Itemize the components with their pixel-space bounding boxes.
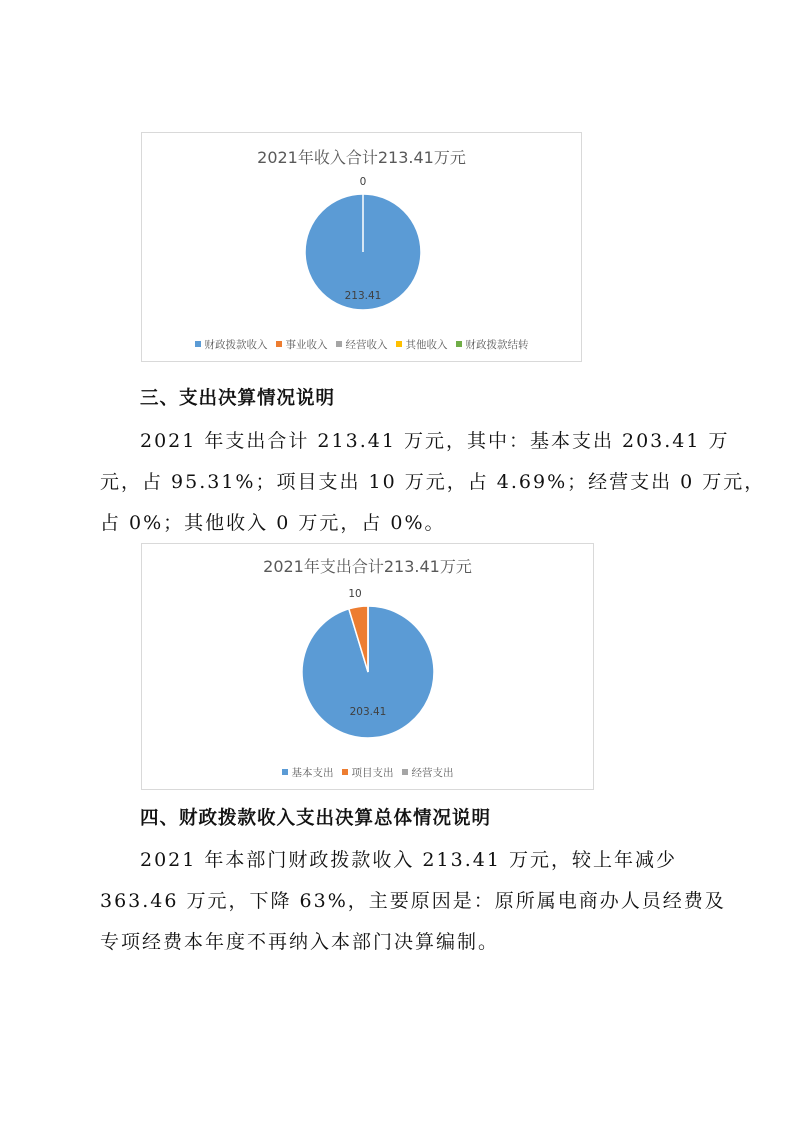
chart-legend bbox=[142, 337, 581, 352]
paragraph-line: 2021 年本部门财政拨款收入 213.41 万元，较上年减少 bbox=[140, 849, 677, 871]
paragraph-line: 363.46 万元，下降 63%，主要原因是：原所属电商办人员经费及 bbox=[100, 890, 726, 912]
legend-label: 基本支出 bbox=[291, 767, 334, 779]
legend-entry bbox=[276, 337, 328, 352]
chart-title: 2021年收入合计213.41万元 bbox=[257, 148, 466, 167]
data-label: 10 bbox=[348, 588, 362, 600]
data-label: 213.41 bbox=[344, 290, 382, 302]
paragraph-line: 元，占 95.31%；项目支出 10 万元，占 4.69%；经营支出 0 万元， bbox=[100, 471, 766, 493]
legend-entry bbox=[282, 765, 334, 780]
paragraph-line: 专项经费本年度不再纳入本部门决算编制。 bbox=[100, 931, 500, 953]
legend-swatch bbox=[456, 341, 462, 347]
paragraph-line: 2021 年支出合计 213.41 万元，其中：基本支出 203.41 万 bbox=[140, 430, 730, 452]
legend-entry bbox=[402, 765, 454, 780]
paragraph-line: 占 0%；其他收入 0 万元，占 0%。 bbox=[100, 512, 446, 534]
data-label: 203.41 bbox=[349, 706, 387, 718]
legend-label: 财政拨款结转 bbox=[465, 339, 529, 351]
legend-label: 其他收入 bbox=[405, 339, 448, 351]
chart-legend bbox=[142, 765, 593, 780]
legend-swatch bbox=[342, 769, 348, 775]
legend-swatch bbox=[396, 341, 402, 347]
section3-heading: 三、支出决算情况说明 bbox=[140, 388, 336, 409]
expense-pie bbox=[142, 544, 595, 791]
legend-label: 项目支出 bbox=[351, 767, 394, 779]
legend-entry bbox=[195, 337, 268, 352]
section4-heading: 四、财政拨款收入支出决算总体情况说明 bbox=[140, 808, 492, 829]
chart-title: 2021年支出合计213.41万元 bbox=[263, 557, 472, 576]
legend-entry bbox=[396, 337, 448, 352]
legend-swatch bbox=[276, 341, 282, 347]
income-pie bbox=[142, 133, 583, 363]
legend-entry bbox=[456, 337, 529, 352]
legend-swatch bbox=[402, 769, 408, 775]
legend-entry bbox=[336, 337, 388, 352]
legend-label: 经营收入 bbox=[345, 339, 388, 351]
legend-label: 经营支出 bbox=[411, 767, 454, 779]
legend-swatch bbox=[336, 341, 342, 347]
legend-swatch bbox=[282, 769, 288, 775]
expense-chart bbox=[141, 543, 594, 790]
income-chart bbox=[141, 132, 582, 362]
legend-label: 事业收入 bbox=[285, 339, 328, 351]
legend-swatch bbox=[195, 341, 201, 347]
legend-entry bbox=[342, 765, 394, 780]
data-label: 0 bbox=[359, 176, 367, 188]
legend-label: 财政拨款收入 bbox=[204, 339, 268, 351]
